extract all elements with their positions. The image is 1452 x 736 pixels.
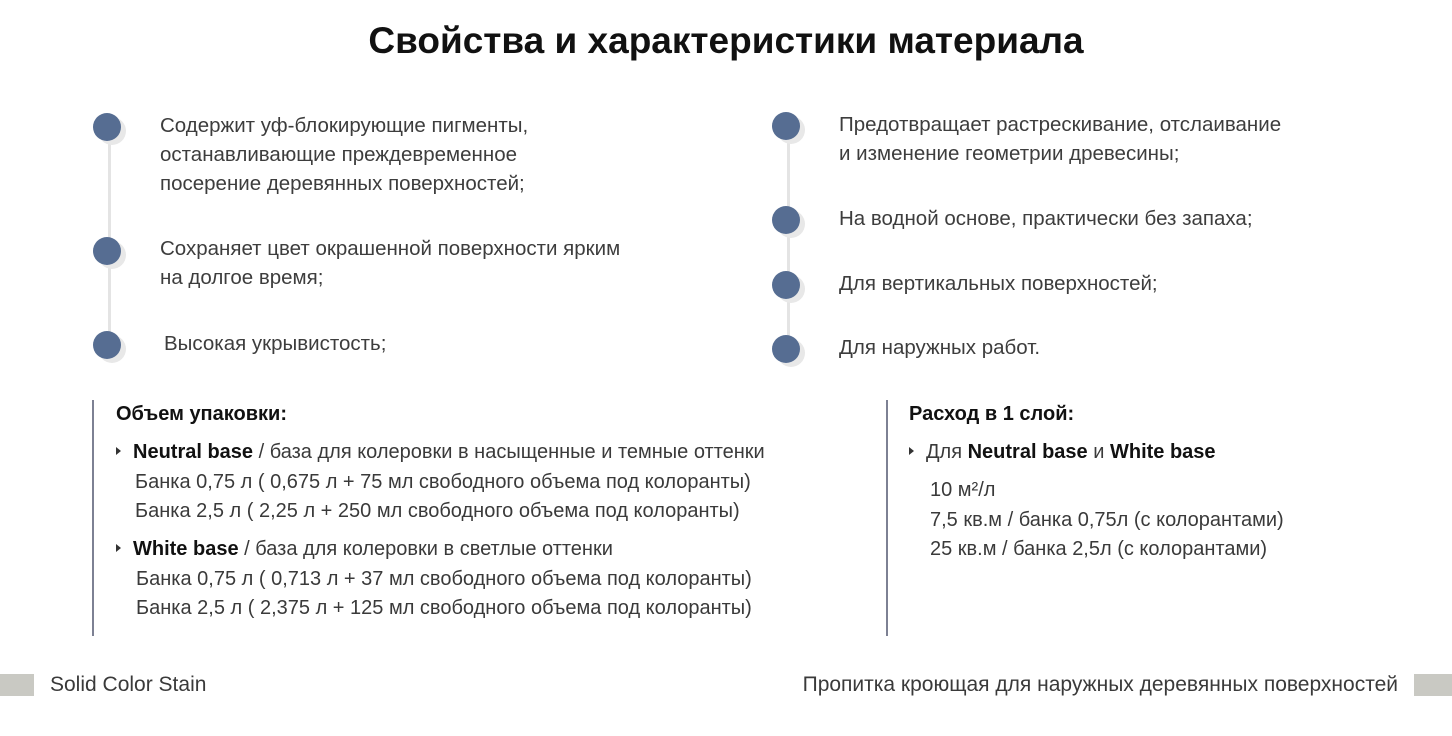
bullet-dot-icon: [772, 112, 800, 140]
packaging-line: Банка 0,75 л ( 0,675 л + 75 мл свободного объема под колоранты): [135, 471, 751, 493]
feature-line: Для наружных работ.: [839, 336, 1041, 359]
feature-item: [160, 234, 620, 292]
bullet-dot-icon: [93, 237, 121, 265]
feature-line: посерение деревянных поверхностей;: [160, 172, 525, 195]
bullet-dot-icon: [772, 206, 800, 234]
packaging-line: Банка 0,75 л ( 0,713 л + 37 мл свободного объема под колоранты): [136, 568, 752, 590]
timeline-right-line: [787, 127, 790, 349]
base-name: Neutral base: [133, 441, 254, 463]
feature-line: Высокая укрывистость;: [164, 332, 387, 355]
footer-product-description: Пропитка кроющая для наружных деревянных поверхностей: [802, 673, 1398, 696]
feature-item: [839, 110, 1281, 168]
consumption-line: 25 кв.м / банка 2,5л (с колорантами): [930, 538, 1268, 560]
bullet-dot-icon: [93, 113, 121, 141]
feature-line: Содержит уф-блокирующие пигменты,: [160, 114, 529, 137]
triangle-bullet-icon: [116, 447, 121, 455]
timeline-left-line: [108, 127, 111, 345]
packaging-title: Объем упаковки:: [116, 403, 287, 425]
base-desc: / база для колеровки в светлые оттенки: [238, 538, 613, 560]
feature-line: На водной основе, практически без запаха;: [839, 207, 1253, 230]
feature-item: [160, 111, 528, 198]
footer-bar-right: [1414, 674, 1452, 696]
consumption-conj: и: [1087, 441, 1110, 463]
feature-line: Для вертикальных поверхностей;: [839, 272, 1158, 295]
packaging-item-neutral: [116, 438, 765, 467]
feature-item: [839, 333, 1040, 362]
packaging-line: Банка 2,5 л ( 2,25 л + 250 мл свободного объема под колоранты): [135, 500, 740, 522]
feature-line: на долгое время;: [160, 266, 324, 289]
feature-line: Сохраняет цвет окрашенной поверхности ярким: [160, 237, 621, 260]
page-title: Свойства и характеристики материала: [368, 20, 1084, 61]
feature-item: [839, 204, 1253, 233]
feature-line: Предотвращает растрескивание, отслаивание: [839, 113, 1282, 136]
consumption-prefix: Для: [926, 441, 968, 463]
section-divider: [92, 400, 94, 636]
consumption-title: Расход в 1 слой:: [909, 403, 1075, 425]
packaging-item-white: [116, 535, 613, 564]
feature-item: [164, 329, 386, 358]
bullet-dot-icon: [772, 271, 800, 299]
triangle-bullet-icon: [116, 544, 121, 552]
feature-line: и изменение геометрии древесины;: [839, 142, 1180, 165]
bullet-dot-icon: [93, 331, 121, 359]
consumption-line: 7,5 кв.м / банка 0,75л (с колорантами): [930, 509, 1284, 531]
base-name: White base: [1109, 441, 1216, 463]
packaging-line: Банка 2,5 л ( 2,375 л + 125 мл свободного объема под колоранты): [136, 597, 752, 619]
base-desc: / база для колеровки в насыщенные и темные оттенки: [253, 441, 765, 463]
footer-bar-left: [0, 674, 34, 696]
bullet-dot-icon: [772, 335, 800, 363]
footer-product-name: Solid Color Stain: [50, 673, 207, 696]
triangle-bullet-icon: [909, 447, 914, 455]
base-name: White base: [133, 538, 239, 560]
consumption-item: [909, 438, 1216, 467]
base-name: Neutral base: [967, 441, 1088, 463]
feature-item: [839, 269, 1158, 298]
consumption-line: 10 м²/л: [930, 479, 996, 501]
feature-line: останавливающие преждевременное: [160, 143, 517, 166]
section-divider: [886, 400, 888, 636]
